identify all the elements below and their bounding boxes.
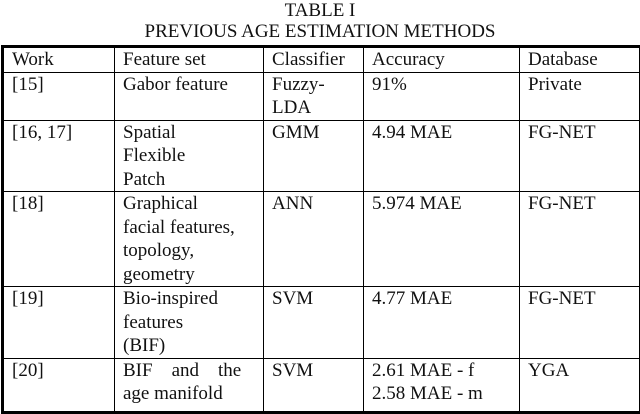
cell-classifier: ANN — [264, 192, 364, 287]
cell-feature-set: Graphical facial features, topology, geometry — [115, 192, 264, 287]
age-estimation-methods-table — [1, 45, 640, 414]
cell-work: [18] — [3, 192, 115, 287]
table-row — [3, 72, 640, 120]
cell-accuracy: 91% — [364, 72, 520, 120]
table-row — [3, 287, 640, 359]
cell-database: FG-NET — [520, 287, 640, 359]
cell-database: FG-NET — [520, 192, 640, 287]
cell-database: YGA — [520, 358, 640, 412]
cell-classifier: Fuzzy- LDA — [264, 72, 364, 120]
cell-database: Private — [520, 72, 640, 120]
cell-accuracy: 5.974 MAE — [364, 192, 520, 287]
table-title: PREVIOUS AGE ESTIMATION METHODS — [0, 21, 640, 43]
cell-accuracy: 4.77 MAE — [364, 287, 520, 359]
table-row — [3, 192, 640, 287]
cell-work: [20] — [3, 358, 115, 412]
header-classifier: Classifier — [264, 47, 364, 73]
table-row — [3, 358, 640, 412]
header-feature-set: Feature set — [115, 47, 264, 73]
cell-feature-set: Spatial Flexible Patch — [115, 120, 264, 192]
cell-work: [19] — [3, 287, 115, 359]
header-work: Work — [3, 47, 115, 73]
cell-classifier: SVM — [264, 287, 364, 359]
cell-database: FG-NET — [520, 120, 640, 192]
cell-work: [16, 17] — [3, 120, 115, 192]
cell-feature-set: Bio-inspired features (BIF) — [115, 287, 264, 359]
table-row — [3, 120, 640, 192]
header-accuracy: Accuracy — [364, 47, 520, 73]
header-database: Database — [520, 47, 640, 73]
cell-classifier: SVM — [264, 358, 364, 412]
cell-classifier: GMM — [264, 120, 364, 192]
cell-accuracy: 4.94 MAE — [364, 120, 520, 192]
header-row — [3, 47, 640, 73]
cell-feature-set: BIF and the age manifold — [115, 358, 264, 412]
cell-feature-set: Gabor feature — [115, 72, 264, 120]
cell-accuracy: 2.61 MAE - f 2.58 MAE - m — [364, 358, 520, 412]
table-label: TABLE I — [0, 0, 640, 22]
cell-work: [15] — [3, 72, 115, 120]
